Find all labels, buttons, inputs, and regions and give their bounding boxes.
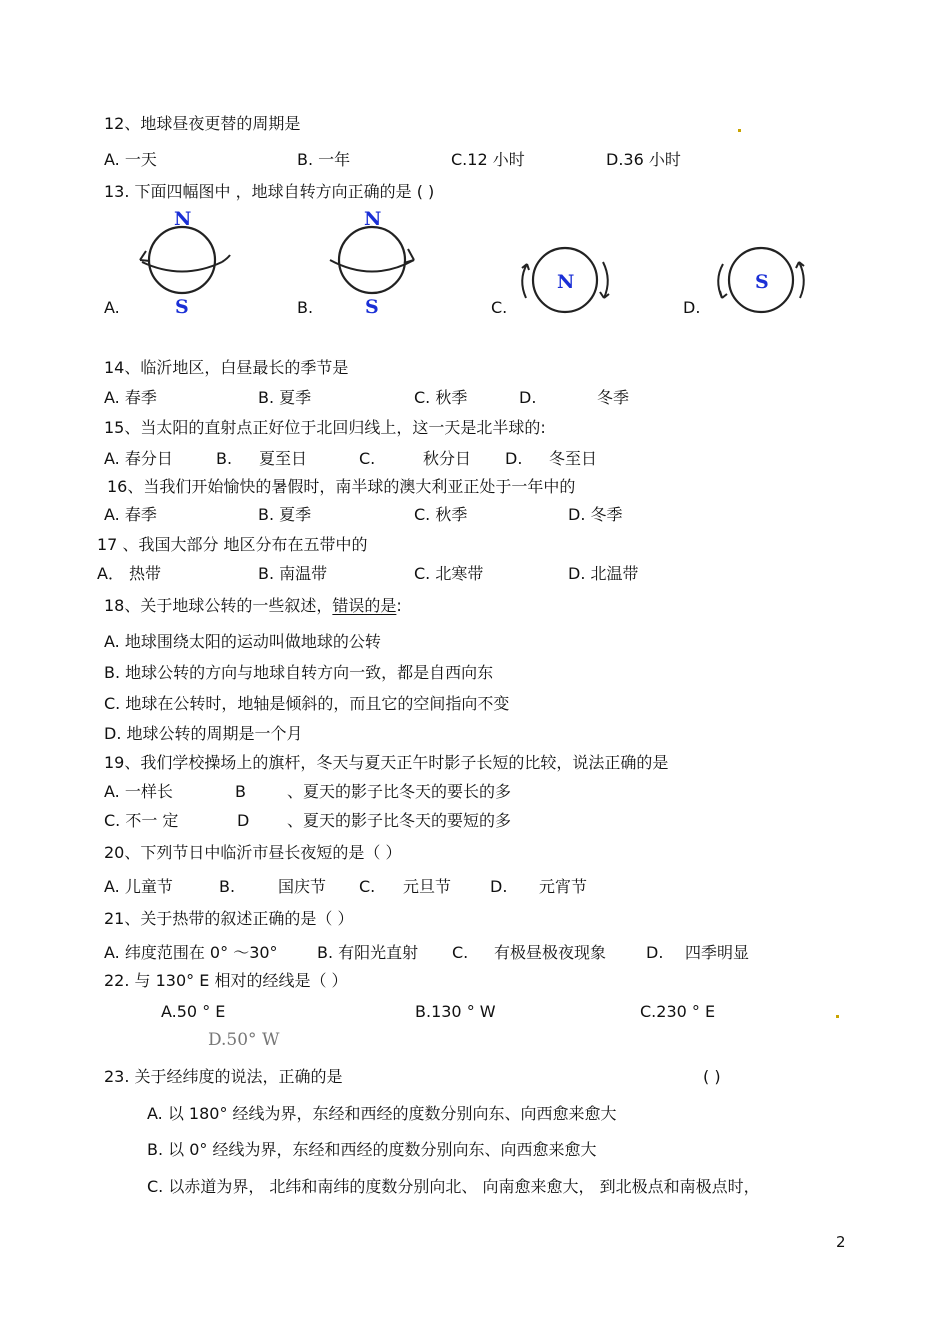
q16-option-c: C. 秋季 — [414, 505, 468, 524]
q17-option-a: A． 热带 — [97, 564, 162, 583]
q12-option-d: D.36 小时 — [606, 150, 681, 169]
q14-option-b: B. 夏季 — [258, 388, 312, 407]
q15-option-c-text: 秋分日 — [423, 449, 472, 468]
q19-stem: 19、我们学校操场上的旗杆，冬天与夏天正午时影子长短的比较，说法正确的是 — [104, 753, 669, 772]
stray-mark — [738, 129, 741, 132]
q18-stem — [104, 596, 402, 616]
q21-option-b: B. 有阳光直射 — [317, 943, 419, 962]
q20-option-d-text: 元宵节 — [539, 877, 588, 896]
q13-option-d: D. — [683, 298, 701, 317]
globe-figure-c — [514, 242, 614, 322]
globe-figure-b — [322, 205, 432, 320]
q13-option-b: B. — [297, 298, 314, 317]
q16-stem: 16、当我们开始愉快的暑假时，南半球的澳大利亚正处于一年中的 — [107, 477, 576, 496]
q16-option-b: B. 夏季 — [258, 505, 312, 524]
q21-option-c: C. — [452, 943, 469, 962]
q14-option-d-text: 冬季 — [597, 388, 630, 407]
q16-option-d: D. 冬季 — [568, 505, 623, 524]
north-label: N — [364, 208, 382, 230]
q12-option-c: C.12 小时 — [451, 150, 525, 169]
q17-option-b: B. 南温带 — [258, 564, 328, 583]
q19-option-a: A. 一样长 — [104, 782, 173, 801]
q13-option-c: C. — [491, 298, 508, 317]
q18-stem-prefix: 18、关于地球公转的一些叙述， — [104, 596, 333, 615]
q15-option-d-text: 冬至日 — [549, 449, 598, 468]
q21-option-c-text: 有极昼极夜现象 — [494, 943, 607, 962]
q19-option-b: B — [235, 782, 246, 801]
q14-option-c: C. 秋季 — [414, 388, 468, 407]
q20-option-b: B. — [219, 877, 236, 896]
q22-option-c: C.230 ° E — [640, 1002, 716, 1021]
q22-stem: 22. 与 130° E 相对的经线是（ ） — [104, 971, 348, 990]
south-label: S — [365, 296, 379, 318]
q21-option-d-text: 四季明显 — [685, 943, 750, 962]
q15-option-a: A. 春分日 — [104, 449, 173, 468]
q15-option-d: D. — [505, 449, 523, 468]
q21-option-a: A. 纬度范围在 0° ～30° — [104, 943, 278, 962]
q20-option-b-text: 国庆节 — [278, 877, 327, 896]
q18-option-c: C. 地球在公转时，地轴是倾斜的，而且它的空间指向不变 — [104, 694, 510, 713]
q18-option-d: D. 地球公转的周期是一个月 — [104, 724, 303, 743]
q15-option-b: B. — [216, 449, 233, 468]
q21-stem: 21、关于热带的叙述正确的是（ ） — [104, 909, 354, 928]
q13-option-a: A. — [104, 298, 120, 317]
q15-option-b-text: 夏至日 — [259, 449, 308, 468]
q18-option-b: B. 地球公转的方向与地球自转方向一致，都是自西向东 — [104, 663, 494, 682]
q17-stem: 17 、我国大部分 地区分布在五带中的 — [97, 535, 368, 554]
q23-option-a: A. 以 180° 经线为界，东经和西经的度数分别向东、向西愈来愈大 — [147, 1104, 617, 1123]
q14-stem: 14、临沂地区，白昼最长的季节是 — [104, 358, 349, 377]
q12-option-b: B. 一年 — [297, 150, 351, 169]
q22-option-a: A.50 ° E — [161, 1002, 226, 1021]
q22-option-b: B.130 ° W — [415, 1002, 496, 1021]
q20-option-c: C. — [359, 877, 376, 896]
north-label: N — [557, 271, 575, 293]
q19-option-d-text: 、夏天的影子比冬天的要短的多 — [287, 811, 512, 830]
q15-stem: 15、当太阳的直射点正好位于北回归线上，这一天是北半球的: — [104, 418, 546, 437]
q12-option-a: A. 一天 — [104, 150, 157, 169]
page-number: 2 — [836, 1233, 846, 1251]
q20-option-d: D. — [490, 877, 508, 896]
q19-option-b-text: 、夏天的影子比冬天的要长的多 — [287, 782, 512, 801]
q20-option-c-text: 元旦节 — [403, 877, 452, 896]
q19-option-c: C. 不一 定 — [104, 811, 179, 830]
q23-answer-paren: ( ) — [703, 1067, 721, 1086]
q15-option-c: C. — [359, 449, 376, 468]
q21-option-d: D. — [646, 943, 664, 962]
q13-stem: 13. 下面四幅图中 ，地球自转方向正确的是 ( ) — [104, 182, 435, 201]
q20-stem: 20、下列节日中临沂市昼长夜短的是（ ） — [104, 843, 402, 862]
globe-figure-a — [130, 205, 240, 320]
south-label: S — [755, 271, 769, 293]
q12-stem: 12、地球昼夜更替的周期是 — [104, 114, 301, 133]
q18-option-a: A. 地球围绕太阳的运动叫做地球的公转 — [104, 632, 381, 651]
q22-option-d: D.50° W — [208, 1030, 280, 1050]
stray-mark — [836, 1015, 839, 1018]
q18-stem-suffix: : — [396, 596, 402, 615]
q18-stem-underlined: 错误的是 — [332, 596, 397, 615]
globe-figure-d — [710, 242, 810, 322]
q14-option-d: D. — [519, 388, 537, 407]
q23-option-b: B. 以 0° 经线为界，东经和西经的度数分别向东、向西愈来愈大 — [147, 1140, 597, 1159]
q14-option-a: A. 春季 — [104, 388, 157, 407]
south-label: S — [175, 296, 189, 318]
q16-option-a: A. 春季 — [104, 505, 157, 524]
q17-option-c: C. 北寒带 — [414, 564, 484, 583]
north-label: N — [174, 208, 192, 230]
q17-option-d: D. 北温带 — [568, 564, 639, 583]
q23-option-c: C. 以赤道为界， 北纬和南纬的度数分别向北、 向南愈来愈大， 到北极点和南极点时， — [147, 1177, 760, 1196]
q19-option-d: D — [237, 811, 250, 830]
q20-option-a: A. 儿童节 — [104, 877, 173, 896]
q23-stem: 23. 关于经纬度的说法，正确的是 — [104, 1067, 343, 1086]
